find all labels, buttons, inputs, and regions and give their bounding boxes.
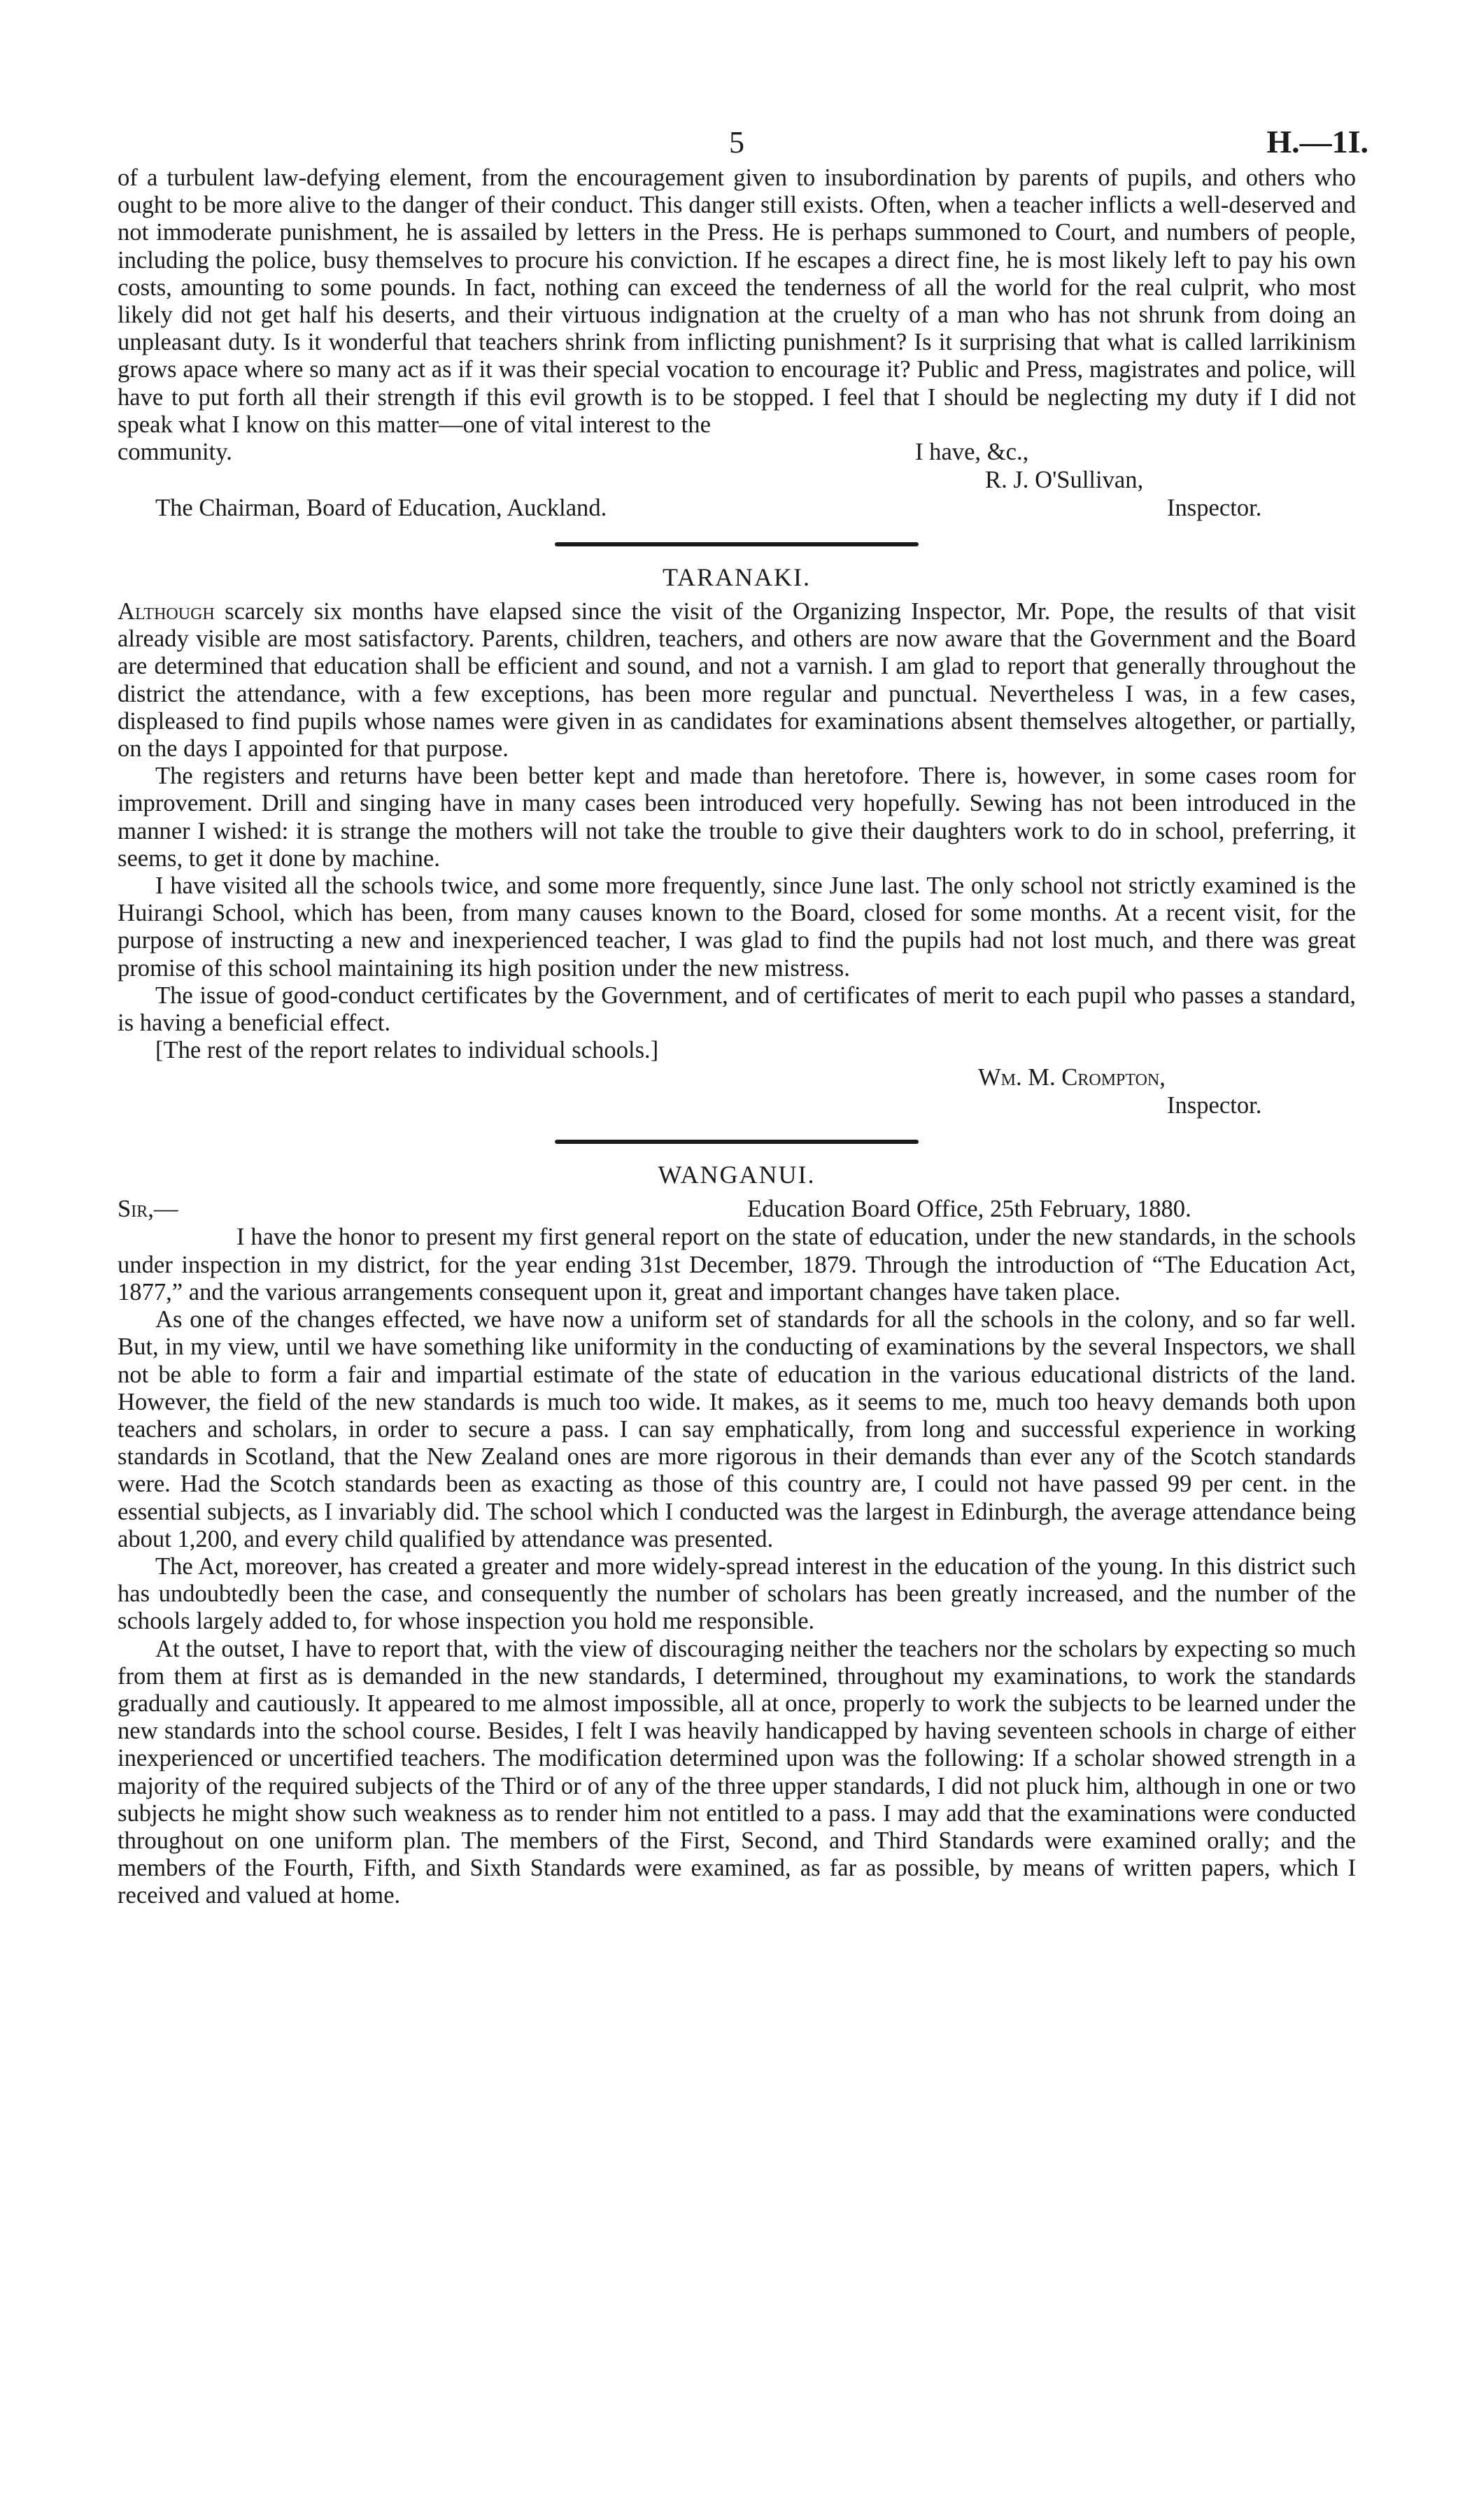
editorial-note: [The rest of the report relates to individual schools.] (155, 1037, 659, 1064)
signature-name: Wm. M. Crompton, (978, 1064, 1166, 1091)
report-paragraph: At the outset, I have to report that, with the view of discouraging neither the teachers nor the scholars by expecting so much from them at first as is demanded in the new standards, I determined, throughout my examinations, to work the standards gradually and cautiously. It appeared to me almost impossible, all at once, properly to work the subjects to be learned under the new standards into the school course. Besides, I felt I was heavily handicapped by having seventeen schools in charge of either inexperienced or uncertified teachers. The modification determined upon was the following: If a scholar showed strength in a majority of the required subjects of the Third or of any of the three upper standards, I did not pluck him, although in one or two subjects he might show such weakness as to render him not entitled to a pass. I may add that the examinations were conducted throughout on one uniform plan. The members of the First, Second, and Third Standards were examined orally; and the members of the Fourth, Fifth, and Sixth Standards were examined, as far as possible, by means of written papers, which I received and valued at home. (118, 1635, 1356, 1909)
wanganui-report (118, 1159, 1356, 1909)
salutation-line (118, 1196, 1356, 1224)
signature-title: Inspector. (1167, 495, 1262, 522)
report-paragraph (118, 598, 1356, 763)
addressee-line (118, 495, 1356, 523)
closing-word: community. (118, 439, 232, 466)
report-paragraph: The Act, moreover, has created a greater and more widely-spread interest in the education of the young. In this district such has undoubtedly been the case, and consequently the number of scholars has been greatly increased, and the number of the schools largely added to, for whose inspection you hold me responsible. (118, 1552, 1356, 1635)
document-page (118, 0, 1368, 1910)
signature-name: R. J. O'Sullivan, (985, 467, 1144, 494)
report-paragraph: I have visited all the schools twice, and some more frequently, since June last. The only school not strictly examined is the Huirangi School, which has been, from many causes known to the Board, closed for some months. At a recent visit, for the purpose of instructing a new and inexperienced teacher, I was glad to find the pupils had not lost much, and there was great promise of this school maintaining its high position under the new mistress. (118, 872, 1356, 982)
document-reference: H.—1I. (1266, 124, 1368, 160)
signature-line (118, 467, 1356, 495)
auckland-report-end (118, 164, 1356, 523)
report-paragraph: The registers and returns have been better kept and made than heretofore. There is, however, in some cases room for improvement. Drill and singing have in many cases been introduced very hopefully. Sewing has not been introduced in the manner I wished: it is strange the mothers will not take the trouble to give their daughters work to do in school, preferring, it seems, to get it done by machine. (118, 763, 1356, 872)
closing-salutation: I have, &c., (915, 439, 1029, 466)
signature-title: Inspector. (1167, 1092, 1262, 1119)
paragraph-text: scarcely six months have elapsed since the visit of the Organizing Inspector, Mr. Pope, the results of that visit already visible are most satisfactory. Parents, children, teachers, and others are now aware that the Government and the Board are determined that education shall be efficient and sound, and not a varnish. I am glad to report that generally throughout the district the attendance, with a few exceptions, has been more regular and punctual. Nevertheless I was, in a few cases, displeased to find pupils whose names were given in as candidates for examinations absent themselves altogether, or partially, on the days I appointed for that purpose. (118, 598, 1356, 763)
report-paragraph: The issue of good-conduct certificates by the Government, and of certificates of merit to each pupil who passes a standard, is having a beneficial effect. (118, 982, 1356, 1037)
report-paragraph: I have the honor to present my first general report on the state of education, under the new standards, in the schools under inspection in my district, for the year ending 31st December, 1879. Through the introduction of “The Education Act, 1877,” and the various arrangements consequent upon it, great and important changes have taken place. (118, 1224, 1356, 1305)
signature-title-line (118, 1092, 1356, 1120)
signature-line (118, 1064, 1356, 1092)
section-divider (555, 1140, 919, 1144)
section-heading: WANGANUI. (658, 1161, 816, 1189)
taranaki-report (118, 562, 1356, 1120)
page-number: 5 (729, 125, 744, 160)
auckland-paragraph: of a turbulent law-defying element, from the encouragement given to insubordination by parents of pupils, and others who ought to be more alive to the danger of their conduct. This danger still exists. Often, when a teacher inflicts a well-deserved and not immoderate punishment, he is assailed by letters in the Press. He is perhaps summoned to Court, and numbers of people, including the police, busy themselves to procure his conviction. If he escapes a direct fine, he is most likely left to pay his own costs, amounting to some pounds. In fact, nothing can exceed the tenderness of all the world for the real culprit, who most likely did not get half his deserts, and their virtuous indignation at the cruelty of a man who has not shrunk from doing an unpleasant duty. Is it wonderful that teachers shrink from inflicting punishment? Is it surprising that what is called larrikinism grows apace where so many act as if it was their special vocation to encourage it? Public and Press, magistrates and police, will have to put forth all their strength if this evil growth is to be stopped. I feel that I should be neglecting my duty if I did not speak what I know on this matter—one of vital interest to the (118, 164, 1356, 438)
lead-word: Although (118, 598, 215, 625)
dateline: Education Board Office, 25th February, 1880. (747, 1196, 1191, 1223)
closing-line (118, 439, 1356, 467)
section-heading: TARANAKI. (662, 563, 812, 592)
salutation: Sir,— (118, 1196, 178, 1223)
section-divider (555, 542, 919, 546)
page-header (118, 0, 1368, 164)
report-paragraph: As one of the changes effected, we have now a uniform set of standards for all the schools in the colony, and so far well. But, in my view, until we have something like uniformity in the conducting of examinations by the several Inspectors, we shall not be able to form a fair and impartial estimate of the state of education in the various educational districts of the land. However, the field of the new standards is much too wide. It makes, as it seems to me, much too heavy demands both upon teachers and scholars, in order to secure a pass. I can say emphatically, from long and successful experience in working standards in Scotland, that the New Zealand ones are more rigorous in their demands than ever any of the Scotch standards were. Had the Scotch standards been as exacting as those of this country are, I could not have passed 99 per cent. in the essential subjects, as I invariably did. The school which I conducted was the largest in Edinburgh, the average attendance being about 1,200, and every child qualified by attendance was presented. (118, 1306, 1356, 1552)
addressee: The Chairman, Board of Education, Auckland. (155, 495, 607, 522)
